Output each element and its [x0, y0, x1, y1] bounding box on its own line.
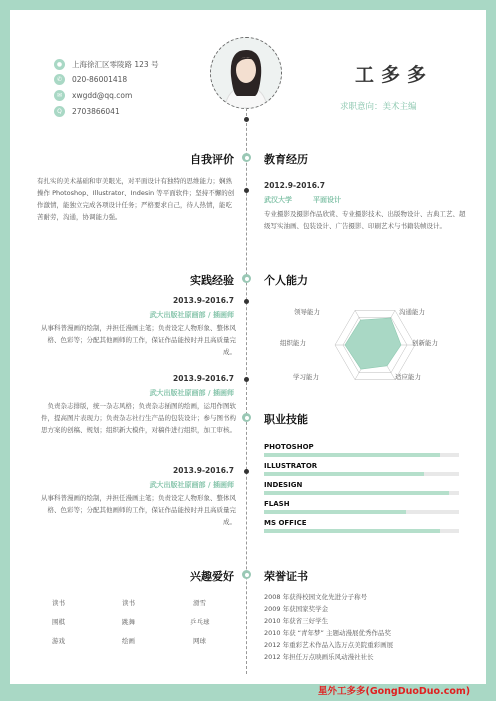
ability-label: 组织能力	[280, 339, 306, 347]
phone-icon: ✆	[54, 74, 65, 85]
job-intent: 求职意向：美术主编	[340, 102, 417, 112]
skill-name: PHOTOSHOP	[264, 443, 314, 451]
practice-org: 武大出版社原画部 / 插画师	[149, 389, 234, 397]
honor-item: 2008 年获得校园文化先进分子称号	[264, 593, 368, 601]
practice-date: 2013.9-2016.7	[173, 374, 234, 383]
person-name: 工多多	[355, 64, 434, 86]
skill-row	[264, 500, 459, 519]
education-major: 平面设计	[313, 196, 341, 204]
education-date: 2012.9-2016.7	[264, 181, 325, 190]
honors-title: 荣誉证书	[264, 570, 308, 583]
hobby-item: 乒乓球	[190, 618, 210, 626]
ability-label: 学习能力	[293, 373, 319, 381]
skills-title: 职业技能	[264, 413, 308, 426]
timeline-dot	[242, 274, 251, 283]
honor-item: 2010 年获省三好学生	[264, 617, 329, 625]
skills-list	[264, 443, 459, 538]
ability-title: 个人能力	[264, 274, 308, 287]
practice-date: 2013.9-2016.7	[173, 466, 234, 475]
self-eval-title: 自我评价	[190, 153, 234, 166]
timeline-dot	[244, 377, 249, 382]
skill-bar-fill	[264, 529, 440, 533]
timeline-dot	[242, 570, 251, 579]
skill-row	[264, 462, 459, 481]
skill-bar	[264, 472, 459, 476]
hobby-item: 绘画	[122, 637, 135, 645]
ability-radar-shape	[345, 318, 401, 369]
hobby-item: 读书	[122, 599, 135, 607]
location-icon: ●	[54, 59, 65, 70]
practice-org: 武大出版社原画部 / 插画师	[149, 311, 234, 319]
skill-name: FLASH	[264, 500, 290, 508]
timeline-dot	[244, 117, 249, 122]
email-icon: ✉	[54, 90, 65, 101]
skill-bar	[264, 529, 459, 533]
practice-text: 负责杂志排版，统一杂志风格；负责杂志插图的绘画，运用作图软件，提高图片表现力；负责杂志社行生产品的包装设计；参与图书构思方案的创稿、规划；组织新大模件，对稿件进行组织，加工审核。	[41, 402, 236, 434]
ability-label: 创新能力	[412, 339, 438, 347]
hobby-item: 跳舞	[122, 618, 135, 626]
skill-bar	[264, 510, 459, 514]
timeline-dot	[242, 153, 251, 162]
timeline-dot	[244, 299, 249, 304]
timeline-dot	[244, 188, 249, 193]
watermark: 星外工多多(GongDuoDuo.com)	[318, 686, 471, 697]
ability-label: 适应能力	[395, 373, 421, 381]
ability-label: 沟通能力	[399, 308, 425, 316]
timeline-dot	[242, 413, 251, 422]
timeline-dot	[244, 469, 249, 474]
skill-row	[264, 443, 459, 462]
skill-bar-fill	[264, 491, 449, 495]
practice-text: 从事科普漫画的绘制，并担任漫画主笔；负责设定人物形象、整体风格、色彩等；分配其他画师的工作，保证作品能按时并且高质量完成。	[41, 324, 236, 356]
education-title: 教育经历	[264, 153, 308, 166]
skill-name: INDESIGN	[264, 481, 303, 489]
resume-page: ● 上海徐汇区零陵路 123 号 ✆ 020-86001418 ✉ xwgdd@qq.com Q 2703866041 工多多 求职意向：美术主编 自我评价 有扎实的美术基础和审美眼光，对平面设计有独特的思维能力；娴熟操作 Photoshop、Illustrator、Indesin 等平面软件；坚持不懈的创作激情，能独立完成各项设计任务；严格要求自己，待人热情，能吃苦耐劳，沟通，协调能力强。 教育经历 2012.9-2016.7 武汉大学 平面设计 专业摄影及摄影作品欣赏、专业摄影技术、出版物设计、古典工艺、超级写实油画、包装设计、广告摄影、印刷艺术与书籍装帧设计。 实践经验 2013.9-2016.7 武大出版社原画部 / 插画师 从事科普漫画的绘制，并担任漫画主笔；负责设定人物形象、整体风格、色彩等；分配其他画师的工作，保证作品能按时并且高质量完成。 2013.9-2016.7 武大出版社原画部 / 插画师 负责杂志排版，统一杂志风格；负责杂志插图的绘画，运用作图软件，提高图片表现力；负责杂志社行生产品的包装设计；参与图书构思方案的创稿、规划；组织新大模件，对稿件进行组织，加工审核。 2013.9-2016.7 武大出版社原画部 / 插画师 从事科普漫画的绘制，并担任漫画主笔；负责设定人物形象、整体风格、色彩等；分配其他画师的工作，保证作品能按时并且高质量完成。 个人能力 领导能力 沟通能力 创新能力 适应能力 学习能力 组织能力 职业技能 PHOTOSHOP ILLUSTRATOR INDESIGN FLASH MS OFFICE 兴趣爱好 读书 读书 滑雪 围棋 跳舞 乒乓球 游戏 绘画 网球 荣誉证书 2008 年获得校园文化先进分子称号 2009 年获国家奖学金 2010 年获省三好学生 2010 年获 “青年梦” 主题动漫展优秀作品奖 2012 年重彩艺术作品入选万点美院重彩画展 2012 年担任万点映画乐风动漫社社长	[10, 10, 486, 684]
honor-item: 2010 年获 “青年梦” 主题动漫展优秀作品奖	[264, 629, 391, 637]
hobbies-title: 兴趣爱好	[190, 570, 234, 583]
hobby-item: 读书	[52, 599, 65, 607]
skill-bar	[264, 491, 459, 495]
hobby-item: 游戏	[52, 637, 65, 645]
ability-label: 领导能力	[294, 308, 320, 316]
hobby-item: 滑雪	[193, 599, 206, 607]
self-eval-text: 有扎实的美术基础和审美眼光，对平面设计有独特的思维能力；娴熟操作 Photoshop、Illustrator、Indesin 等平面软件；坚持不懈的创作激情，能独立完成各项设计任务；严格要求自己，待人热情，能吃苦耐劳，沟通，协调能力强。	[37, 177, 235, 221]
practice-date: 2013.9-2016.7	[173, 296, 234, 305]
honor-item: 2012 年重彩艺术作品入选万点美院重彩画展	[264, 641, 394, 649]
practice-title: 实践经验	[190, 274, 234, 287]
practice-text: 从事科普漫画的绘制，并担任漫画主笔；负责设定人物形象、整体风格、色彩等；分配其他画师的工作，保证作品能按时并且高质量完成。	[41, 494, 236, 526]
skill-bar	[264, 453, 459, 457]
skill-bar-fill	[264, 472, 424, 476]
skill-bar-fill	[264, 510, 406, 514]
practice-org: 武大出版社原画部 / 插画师	[149, 481, 234, 489]
hobby-item: 围棋	[52, 618, 65, 626]
avatar	[210, 37, 282, 109]
education-text: 专业摄影及摄影作品欣赏、专业摄影技术、出版物设计、古典工艺、超级写实油画、包装设计、广告摄影、印刷艺术与书籍装帧设计。	[264, 210, 466, 230]
honor-item: 2009 年获国家奖学金	[264, 605, 329, 613]
skill-row	[264, 481, 459, 500]
education-school: 武汉大学	[264, 196, 292, 204]
hobby-item: 网球	[193, 637, 206, 645]
skill-name: MS OFFICE	[264, 519, 307, 527]
qq-icon: Q	[54, 106, 65, 117]
skill-bar-fill	[264, 453, 440, 457]
honors-list	[264, 591, 474, 663]
skill-name: ILLUSTRATOR	[264, 462, 318, 470]
skill-row	[264, 519, 459, 538]
honor-item: 2012 年担任万点映画乐风动漫社社长	[264, 653, 374, 661]
